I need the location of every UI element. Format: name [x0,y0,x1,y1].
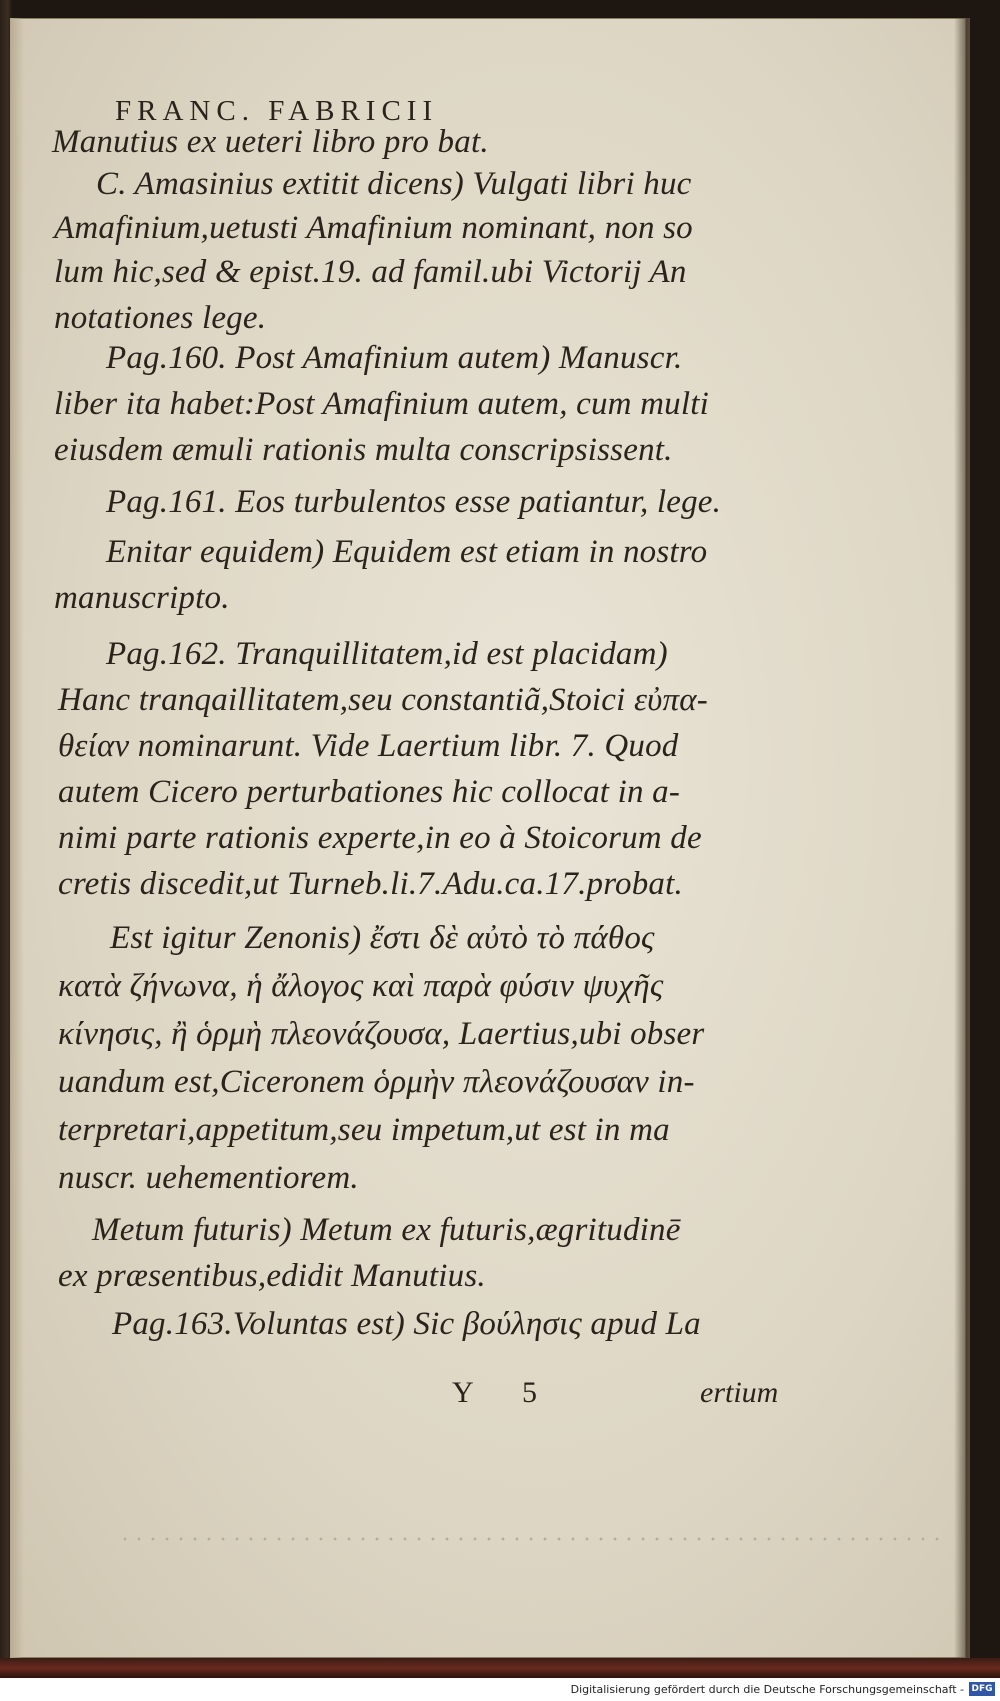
text-line: liber ita habet:Post Amafinium autem, cum multi [54,386,709,422]
text-line: C. Amasinius extitit dicens) Vulgati libri huc [96,166,692,202]
text-line: Amafinium,uetusti Amafinium nominant, non so [54,210,693,246]
text-line: eiusdem æmuli rationis multa conscripsissent. [54,432,673,468]
text-line: cretis discedit,ut Turneb.li.7.Adu.ca.17.probat. [58,866,683,902]
footer-credit: Digitalisierung gefördert durch die Deutsche Forschungsgemeinschaft - [570,1683,964,1696]
text-line: nuscr. uehementiorem. [58,1160,359,1196]
running-head: FRANC. FABRICII [115,95,439,127]
text-line: Pag.160. Post Amafinium autem) Manuscr. [106,340,683,376]
text-line: Pag.161. Eos turbulentos esse patiantur, lege. [106,484,722,520]
text-line: Manutius ex ueteri libro pro bat. [52,124,489,160]
text-line: nimi parte rationis experte,in eo à Stoicorum de [58,820,702,856]
text-line: κίνησις, ἢ ὁρμὴ πλεονάζουσα, Laertius,ubi obser [58,1016,705,1052]
signature-number: 5 [522,1376,537,1409]
signature-letter: Y [452,1376,474,1409]
text-line: κατὰ ζήνωνα, ἡ ἄλογος καὶ παρὰ φύσιν ψυχῆς [58,968,664,1004]
text-line: autem Cicero perturbationes hic collocat in a- [58,774,681,810]
text-line: notationes lege. [54,300,267,336]
text-line: θείαν nominarunt. Vide Laertium libr. 7. Quod [58,728,679,764]
page-edge-shadow [954,18,970,1658]
dfg-logo: DFG [969,1682,995,1696]
catchword: ertium [700,1376,779,1409]
text-line: lum hic,sed & epist.19. ad famil.ubi Victorij An [54,254,687,290]
text-line: Enitar equidem) Equidem est etiam in nostro [106,534,708,570]
text-line: Est igitur Zenonis) ἔστι δὲ αὐτὸ τὸ πάθος [110,920,655,956]
digitization-footer [0,1678,1000,1701]
text-line: Hanc tranqaillitatem,seu constantiã,Stoici εὐπα- [58,682,708,718]
text-line: Metum futuris) Metum ex futuris,ægritudinē [92,1212,681,1248]
ruled-dots [118,1537,948,1541]
text-line: Pag.163.Voluntas est) Sic βούλησις apud La [112,1306,701,1342]
text-line: terpretari,appetitum,seu impetum,ut est in ma [58,1112,670,1148]
text-line: ex præsentibus,edidit Manutius. [58,1258,486,1294]
text-line: uandum est,Ciceronem ὁρμὴν πλεονάζουσαν in- [58,1064,695,1100]
text-line: Pag.162. Tranquillitatem,id est placidam) [106,636,668,672]
text-line: manuscripto. [54,580,230,616]
book-edge-band [0,1658,1000,1678]
